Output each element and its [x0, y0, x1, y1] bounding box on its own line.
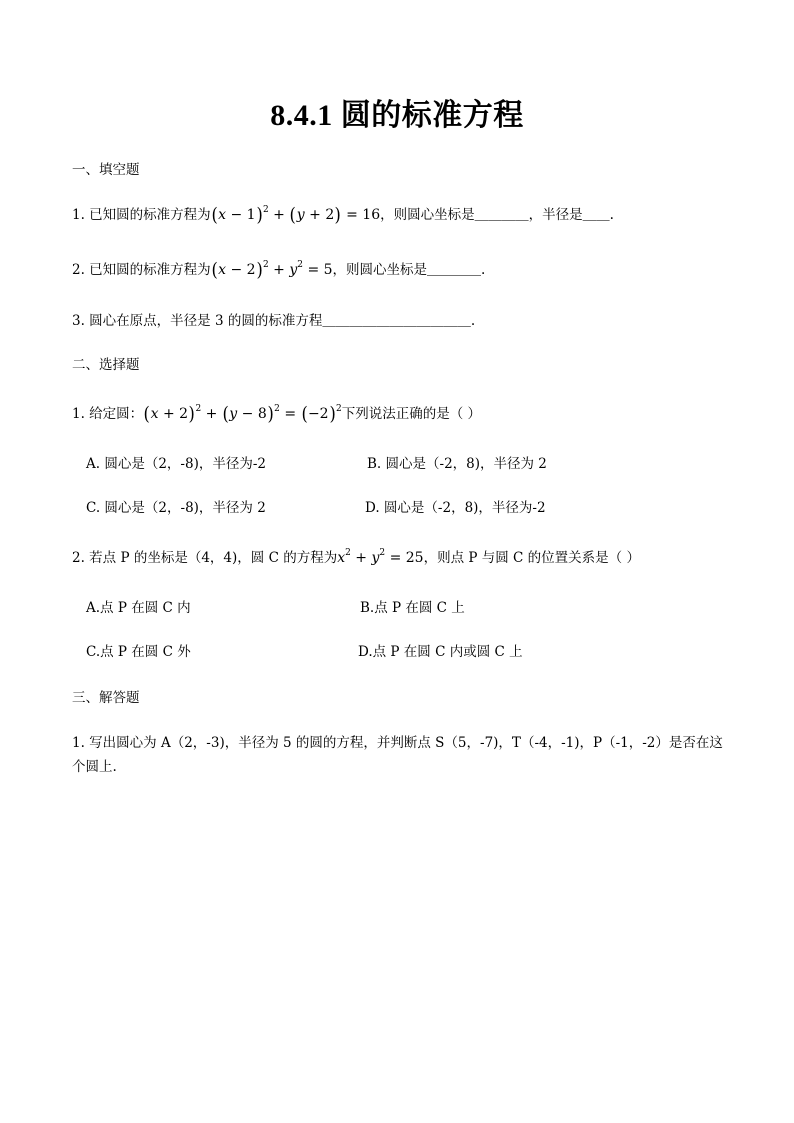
question-choice-2-suffix: ，则点 P 与圆 C 的位置关系是（ ）	[423, 550, 640, 566]
question-choice-1-prefix: 1. 给定圆：	[72, 406, 144, 422]
question-answer-1: 1. 写出圆心为 A（2，-3)，半径为 5 的圆的方程，并判断点 S（5，-7)，T（-4，-1)，P（-1，-2）是否在这个圆上.	[72, 735, 723, 775]
question-fill-2	[72, 260, 485, 280]
question-fill-1-suffix: ，则圆心坐标是＿＿＿＿，半径是＿＿.	[380, 207, 614, 223]
section-heading-answer: 三、解答题	[72, 690, 140, 706]
question-fill-1-prefix: 1. 已知圆的标准方程为	[72, 207, 211, 223]
page-title: 8.4.1 圆的标准方程	[270, 99, 524, 132]
question-choice-2-prefix: 2. 若点 P 的坐标是（4，4)，圆 C 的方程为	[72, 550, 338, 566]
question-choice-1	[72, 404, 481, 424]
option-2d: D.点 P 在圆 C 内或圆 C 上	[358, 644, 523, 660]
equation-fill-2: $(x - 2)^2 + y^2 = 5$	[211, 259, 333, 281]
option-1d: D. 圆心是（-2，8)，半径为-2	[365, 500, 546, 516]
option-2b: B.点 P 在圆 C 上	[360, 600, 465, 616]
equation-fill-1: $(x - 1)^2 + (y + 2) = 16$	[211, 204, 381, 226]
equation-choice-2: $x^2 + y^2 = 25$	[337, 548, 424, 566]
question-fill-1	[72, 205, 614, 225]
option-1c: C. 圆心是（2，-8)，半径为 2	[86, 500, 266, 516]
option-1b: B. 圆心是（-2，8)，半径为 2	[367, 456, 547, 472]
question-fill-2-prefix: 2. 已知圆的标准方程为	[72, 262, 211, 278]
question-choice-2	[72, 548, 640, 568]
section-heading-fill-in: 一、填空题	[72, 162, 140, 178]
option-2a: A.点 P 在圆 C 内	[86, 600, 191, 616]
question-choice-1-suffix: 下列说法正确的是（ ）	[341, 406, 482, 422]
question-fill-2-suffix: ，则圆心坐标是＿＿＿＿.	[332, 262, 486, 278]
option-1a: A. 圆心是（2，-8)，半径为-2	[86, 456, 266, 472]
question-fill-3: 3. 圆心在原点，半径是 3 的圆的标准方程＿＿＿＿＿＿＿＿＿＿＿.	[72, 313, 476, 329]
equation-choice-1: $(x + 2)^2 + (y - 8)^2 = (-2)^2$	[143, 403, 342, 425]
option-2c: C.点 P 在圆 C 外	[86, 644, 191, 660]
section-heading-choice: 二、选择题	[72, 357, 140, 373]
